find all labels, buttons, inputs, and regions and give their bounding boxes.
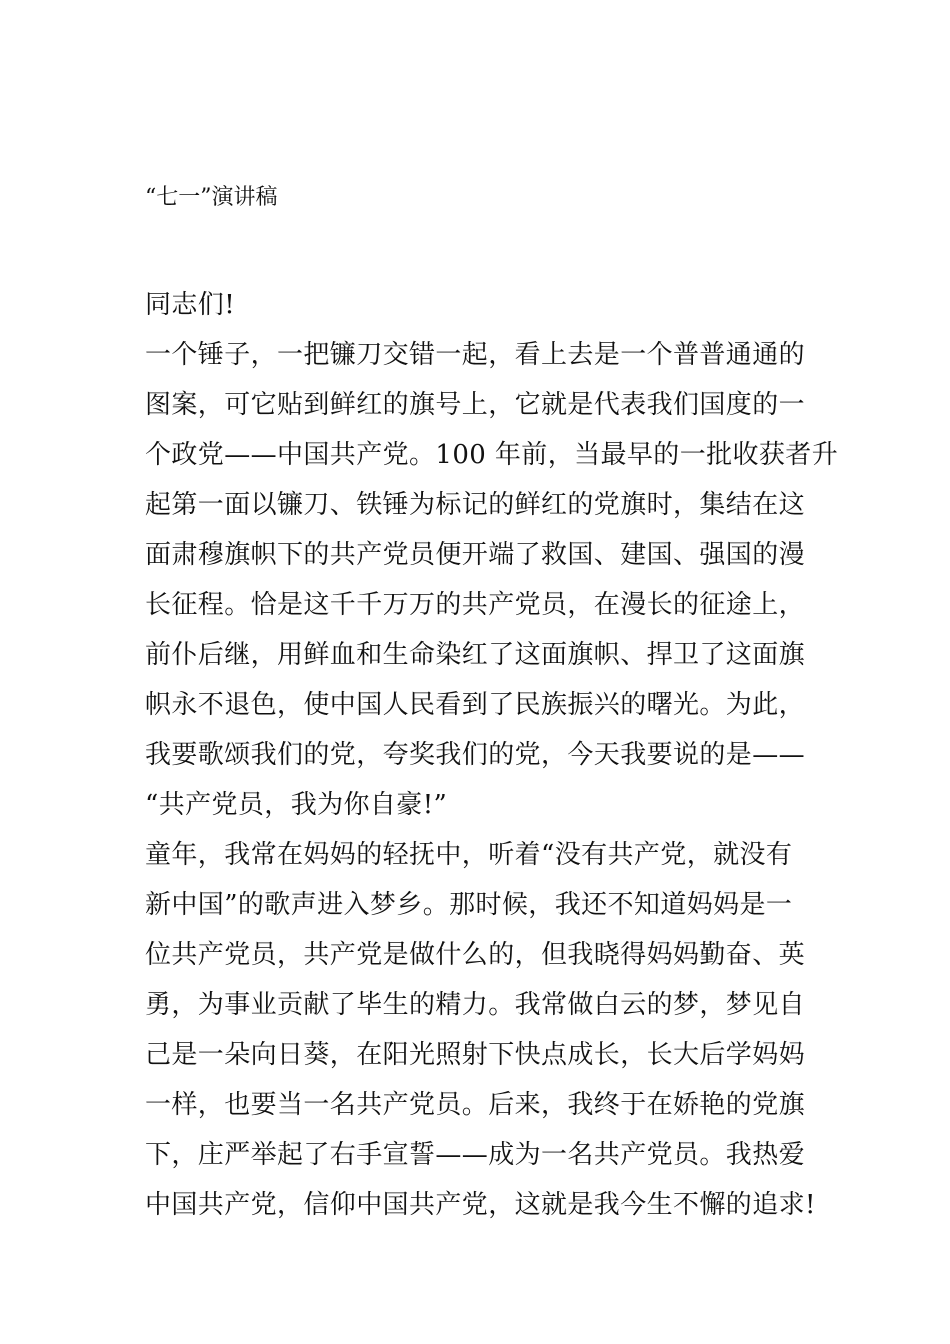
paragraph-line: 中国共产党，信仰中国共产党，这就是我今生不懈的追求!: [145, 1190, 816, 1220]
paragraph-line: 帜永不退色，使中国人民看到了民族振兴的曙光。为此，: [145, 690, 806, 720]
paragraph-line: 前仆后继，用鲜血和生命染红了这面旗帜、捍卫了这面旗: [145, 640, 806, 670]
paragraph-line: 位共产党员，共产党是做什么的，但我晓得妈妈勤奋、英: [145, 940, 806, 970]
paragraph-line: 起第一面以镰刀、铁锤为标记的鲜红的党旗时，集结在这: [145, 490, 806, 520]
paragraph-line: 个政党——中国共产党。100 年前，当最早的一批收获者升: [145, 440, 839, 470]
document-body: [145, 280, 839, 1230]
paragraph-line: “共产党员，我为你自豪!”: [145, 790, 448, 820]
paragraph-line: 新中国”的歌声进入梦乡。那时候，我还不知道妈妈是一: [145, 890, 793, 920]
paragraph-line: 己是一朵向日葵，在阳光照射下快点成长，长大后学妈妈: [145, 1040, 806, 1070]
paragraph-line: 长征程。恰是这千千万万的共产党员，在漫长的征途上，: [145, 590, 806, 620]
paragraph-line: 一个锤子，一把镰刀交错一起，看上去是一个普普通通的: [145, 340, 806, 370]
paragraph-line: 图案，可它贴到鲜红的旗号上，它就是代表我们国度的一: [145, 390, 806, 420]
paragraph-line: 下，庄严举起了右手宣誓——成为一名共产党员。我热爱: [145, 1140, 806, 1170]
paragraph-line: 一样，也要当一名共产党员。后来，我终于在娇艳的党旗: [145, 1090, 806, 1120]
paragraph-line: 我要歌颂我们的党，夸奖我们的党，今天我要说的是——: [145, 740, 806, 770]
paragraph-line: 勇，为事业贡献了毕生的精力。我常做白云的梦，梦见自: [145, 990, 806, 1020]
paragraph-line: 同志们!: [145, 290, 236, 320]
paragraph-line: 童年，我常在妈妈的轻抚中，听着“没有共产党，就没有: [145, 840, 793, 870]
document-title: “七一”演讲稿: [145, 185, 278, 210]
paragraph-line: 面肃穆旗帜下的共产党员便开端了救国、建国、强国的漫: [145, 540, 806, 570]
